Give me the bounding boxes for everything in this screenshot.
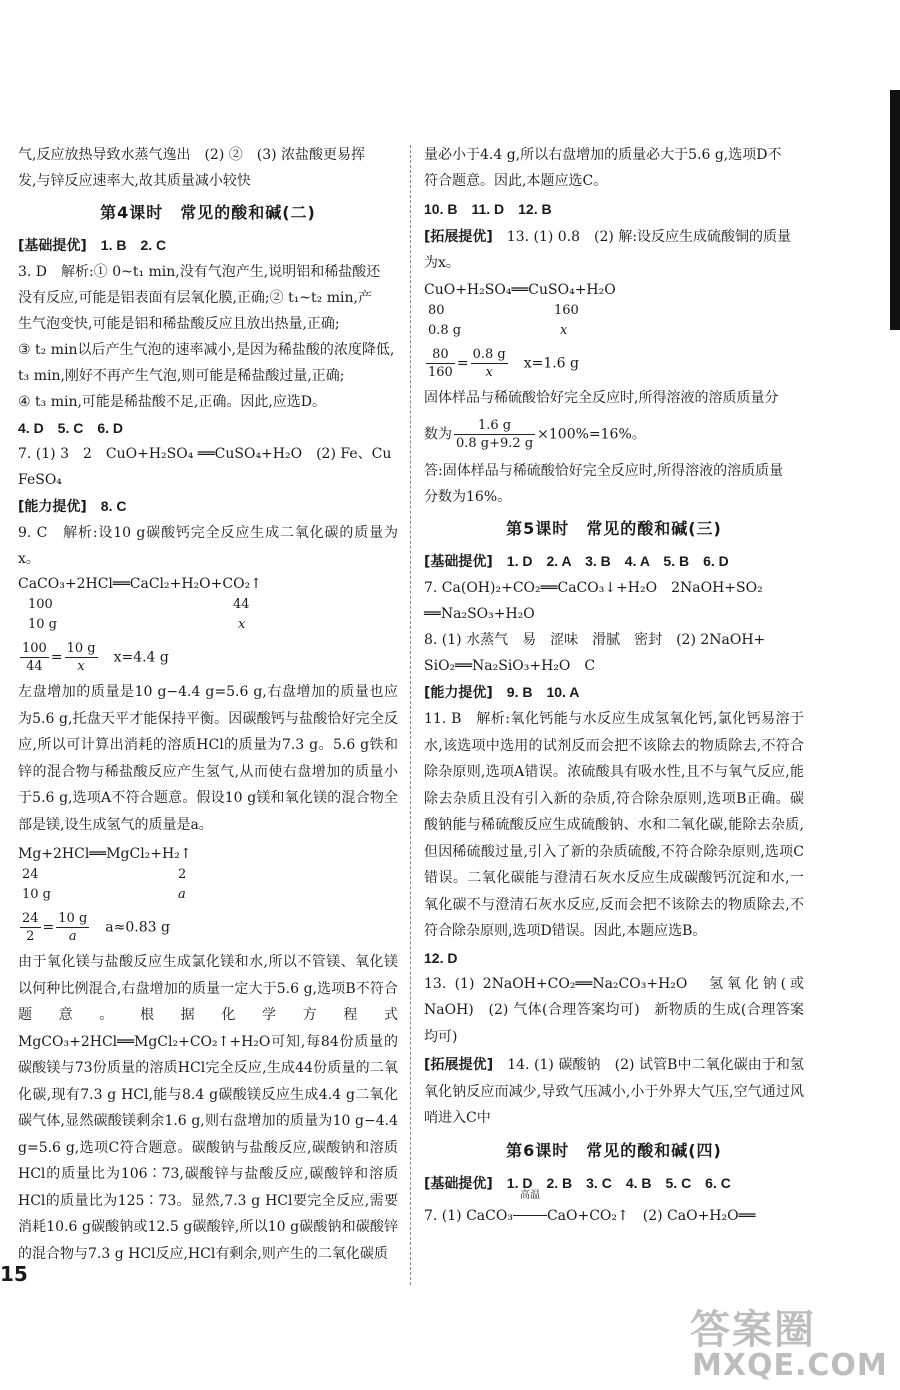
- mass-value: 10 g: [28, 617, 57, 632]
- column-divider: [410, 145, 411, 1285]
- text-line: ══Na₂SO₃+H₂O: [424, 606, 535, 622]
- mass-value: 44: [233, 597, 250, 612]
- chem-equation: CuO+H₂SO₄══CuSO₄+H₂O: [424, 282, 616, 298]
- text-fragment: ×100%=16%。: [537, 426, 646, 443]
- text-fragment: CaO+CO₂↑ (2) CaO+H₂O: [546, 1207, 739, 1224]
- mass-ratio-block: [18, 596, 398, 636]
- text-line: 符合题意。因此,本题应选C。: [424, 173, 608, 189]
- mass-value: 10 g: [22, 887, 51, 902]
- text-line: 13. (1) 0.8 (2) 解:设反应生成硫酸铜的质量: [506, 229, 792, 245]
- text-line: ③ t₂ min以后产生气泡的速率减小,是因为稀盐酸的浓度降低,: [18, 342, 395, 358]
- text-line: FeSO₄: [18, 472, 62, 488]
- edge-bar: [890, 90, 900, 330]
- watermark-url: MXQE.COM: [692, 1348, 888, 1383]
- answer-line: 10. B 11. D 12. B: [424, 201, 552, 217]
- denominator: 160: [428, 365, 453, 380]
- text-line: 没有反应,可能是铝表面有层氧化膜,正确;② t₁~t₂ min,产: [18, 290, 372, 306]
- numerator: 10 g: [66, 641, 96, 656]
- tag-extension: [拓展提优]: [424, 229, 493, 245]
- text-line: 量必小于4.4 g,所以右盘增加的质量必大于5.6 g,选项D不: [424, 147, 782, 163]
- answer-line: 8. C: [100, 498, 127, 514]
- mass-value: 160: [554, 303, 579, 318]
- proportion-line: $\frac{80}{160}$ = $\frac{0.8 g}{x}$ x=1.6 g: [428, 347, 580, 380]
- text-line: 分数为16%。: [424, 489, 512, 505]
- text-line: 发,与锌反应速率大,故其质量减小较快: [18, 173, 251, 189]
- numerator: 10 g: [58, 911, 88, 926]
- answer-line: 1. D 2. A 3. B 4. A 5. B 6. D: [506, 553, 729, 569]
- right-column: [424, 142, 804, 1229]
- chem-equation: Mg+2HCl══MgCl₂+H₂↑: [18, 846, 192, 862]
- denominator: x: [77, 659, 85, 674]
- numerator: 24: [22, 911, 39, 926]
- paragraph: 14. (1) 碳酸钠 (2) 试管B中二氧化碳由于和氢氧化钠反应而减少,导致气压减小,小于外界大气压,空气通过风哨进入C中: [424, 1057, 805, 1126]
- text-line: 7. Ca(OH)₂+CO₂══CaCO₃↓+H₂O 2NaOH+SO₂: [424, 580, 763, 596]
- numerator: 100: [22, 641, 47, 656]
- tag-basic: [基础提优]: [424, 554, 493, 570]
- proportion-line: $\frac{100}{44}$ = $\frac{10 g}{x}$ x=4.4 g: [22, 641, 169, 674]
- paragraph: 13. (1) 2NaOH+CO₂══Na₂CO₃+H₂O 氢氧化钠(或NaOH) (2) 气体(合理答案均可) 新物质的生成(合理答案均可): [424, 975, 804, 1045]
- text-line: 生气泡变快,可能是铝和稀盐酸反应且放出热量,正确;: [18, 316, 340, 332]
- numerator: 0.8 g: [472, 347, 506, 362]
- text-fragment: 数为: [424, 426, 452, 443]
- condition-arrow: [513, 1189, 547, 1229]
- paragraph: 左盘增加的质量是10 g−4.4 g=5.6 g,右盘增加的质量也应为5.6 g,托盘天平才能保持平衡。因碳酸钙与盐酸恰好完全反应,所以可计算出消耗的溶质HCl的质量为7.3 g。5.6 g铁和锌的混合物与稀盐酸反应产生氢气,从而使右盘增加的质量小于5.6 g,选项A不符合题意。假设10 g镁和氧化镁的混合物全部是镁,设生成氢气的质量是a。: [18, 684, 398, 833]
- tag-ability: [能力提优]: [18, 499, 87, 515]
- text-line: SiO₂══Na₂SiO₃+H₂O C: [424, 658, 596, 674]
- paragraph: 由于氧化镁与盐酸反应生成氯化镁和水,所以不管镁、氧化镁以何种比例混合,右盘增加的质量一定大于5.6 g,选项B不符合题意。根据化学方程式 MgCO₃+2HCl══MgCl₂+CO₂↑+H₂O可知,每84份质量的碳酸镁与73份质量的溶质HCl完全反应,生成44份质量的二氧化碳,现有7.3 g HCl,能与8.4 g碳酸镁反应生成4.4 g二氧化碳气体,显然碳酸镁剩余1.6 g,则右盘增加的质量为10 g−4.4 g=5.6 g,选项C符合题意。碳酸钠与盐酸反应,碳酸钠和溶质HCl的质量比为106∶73,碳酸锌与盐酸反应,碳酸锌和溶质HCl的质量比为125∶73。显然,7.3 g HCl要完全反应,需要消耗10.6 g碳酸钠或12.5 g碳酸锌,所以10 g碳酸钠和碳酸锌的混合物与7.3 g HCl反应,HCl有剩余,则产生的二氧化碳质: [18, 954, 398, 1262]
- denominator: x: [485, 365, 493, 380]
- denominator: 2: [26, 929, 35, 944]
- text-line: 答:固体样品与稀硫酸恰好完全反应时,所得溶液的溶质质量: [424, 463, 784, 479]
- text-line: 9. C 解析:设10 g碳酸钙完全反应生成二氧化碳的质量为x。: [18, 525, 398, 567]
- tag-basic: [基础提优]: [18, 238, 87, 254]
- denominator: 44: [26, 659, 43, 674]
- answer-line: 1. D 2. B 3. C 4. B 5. C 6. C: [506, 1174, 731, 1191]
- mass-value: 24: [22, 867, 39, 882]
- result: x=1.6 g: [523, 355, 580, 372]
- mass-value: x: [238, 617, 246, 632]
- result: x=4.4 g: [113, 649, 169, 666]
- section-heading-6: 第6课时 常见的酸和碱(四): [506, 1140, 722, 1160]
- mass-ratio-block: [424, 302, 804, 342]
- chem-equation: CaCO₃+2HCl══CaCl₂+H₂O+CO₂↑: [18, 576, 262, 592]
- text-line: t₃ min,刚好不再产生气泡,则可能是稀盐酸过量,正确;: [18, 368, 345, 384]
- equation-line: [424, 1189, 804, 1229]
- text-line: 8. (1) 水蒸气 易 涩味 滑腻 密封 (2) 2NaOH+: [424, 632, 766, 648]
- mass-value: 2: [178, 867, 187, 882]
- left-column: [18, 142, 398, 1267]
- tag-extension: [拓展提优]: [424, 1057, 494, 1073]
- mass-ratio-block: [18, 866, 398, 906]
- text-line: 固体样品与稀硫酸恰好完全反应时,所得溶液的溶质质量分: [424, 390, 779, 406]
- text-line: ④ t₃ min,可能是稀盐酸不足,正确。因此,应选D。: [18, 394, 327, 410]
- proportion-line: $\frac{24}{2}$ = $\frac{10 g}{a}$ a≈0.83 g: [22, 911, 170, 944]
- answer-line: 1. B 2. C: [100, 237, 167, 253]
- paragraph: 11. B 解析:氧化钙能与水反应生成氢氧化钙,氯化钙易溶于水,该选项中选用的试剂反而会把不该除去的物质除去,不符合除杂原则,选项A错误。浓硫酸具有吸水性,且不与氧气反应,能除去杂质且没有引入新的杂质,符合除杂原则,选项B正确。碳酸钠能与稀硫酸反应生成硫酸钠、水和二氧化碳,能除去杂质,但因稀硫酸过量,引入了新的杂质硫酸,不符合除杂原则,选项C错误。二氧化碳能与澄清石灰水反应生成碳酸钙沉淀和水,一氧化碳不与澄清石灰水反应,反而会把不该除去的物质除去,不符合除杂原则,选项D错误。因此,本题应选B。: [424, 711, 804, 939]
- answer-line: 12. D: [424, 949, 458, 966]
- watermark-logo: [652, 1298, 892, 1390]
- tag-ability: [能力提优]: [424, 685, 493, 701]
- answer-line: 9. B 10. A: [506, 684, 580, 700]
- numerator: 1.6 g: [454, 417, 535, 435]
- text-fragment: 7. (1) CaCO₃: [424, 1207, 513, 1224]
- numerator: 80: [426, 346, 455, 364]
- reaction-condition: 高温: [519, 1189, 540, 1201]
- mass-value: 0.8 g: [428, 323, 462, 338]
- mass-value: 80: [428, 303, 445, 318]
- text-line: 为x。: [424, 255, 460, 271]
- denominator: a: [68, 929, 77, 944]
- result: a≈0.83 g: [105, 919, 170, 936]
- mass-value: a: [178, 887, 186, 902]
- text-line: 气,反应放热导致水蒸气逸出 (2) ② (3) 浓盐酸更易挥: [18, 147, 366, 163]
- watermark-text: 答案圈: [690, 1307, 816, 1353]
- text-fragment: ══: [738, 1207, 756, 1224]
- text-line: 3. D 解析:① 0~t₁ min,没有气泡产生,说明铝和稀盐酸还: [18, 264, 381, 280]
- mass-value: x: [560, 323, 568, 338]
- mass-value: 100: [28, 597, 53, 612]
- section-heading-5: 第5课时 常见的酸和碱(三): [506, 519, 722, 538]
- text-line: 7. (1) 3 2 CuO+H₂SO₄ ══CuSO₄+H₂O (2) Fe、Cu: [18, 446, 392, 462]
- section-heading-4: 第4课时 常见的酸和碱(二): [100, 203, 316, 222]
- answer-line: 4. D 5. C 6. D: [18, 420, 124, 436]
- denominator: 0.8 g+9.2 g: [456, 436, 534, 451]
- page-number: 15: [0, 1262, 28, 1286]
- percentage-line: [424, 417, 804, 452]
- tag-basic: [基础提优]: [424, 1175, 493, 1192]
